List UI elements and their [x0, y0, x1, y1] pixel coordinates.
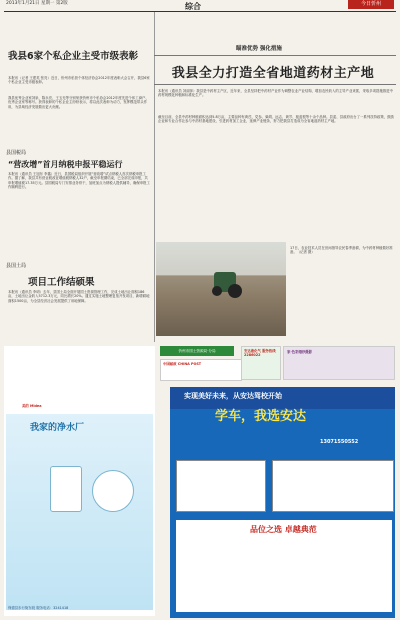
anda-tagline: 实现美好未来，从安达驾校开始: [184, 392, 282, 400]
photo-studio-text: 家·色彩婚纱摄影: [287, 350, 313, 354]
article3-kicker: 县国土局: [6, 263, 27, 269]
photo-caption: 17日，农业技术人员在田间指导农民春季备耕，为中药材种植做好准备。（记者 摄）: [290, 246, 393, 255]
article1-body: 我县优秀企业家刘泉、陈永亮、王玉光等分别荣获忻州市个私协会2012年度先进个体工商户、优秀企业家等称号。获得表彰的个私企业主纷纷表示，将以此次表彰为动力，发挥模范带头作用，为县域经济发展做出更大贡献。: [8, 96, 149, 109]
header-rule: [4, 11, 396, 12]
anxin-text: 安达液化气 服务热线 2286022: [244, 349, 276, 358]
water-drop-image: [92, 470, 134, 512]
ad-anxin: [241, 346, 281, 380]
article1-headline: 我县6家个私企业主受市级表彰: [8, 51, 139, 62]
article1-byline: 本报讯（记者 王建英 张亮）近日，忻州市私营个体经济协会2012年度表彰大会召开，我县6家个私企业主受市级表彰。: [8, 76, 150, 85]
article2-headline: “营改增”首月纳税申报平稳运行: [8, 160, 123, 169]
main-kicker: 瞄准优势 强化措施: [236, 46, 282, 52]
newspaper-brand: 今日忻州: [348, 0, 394, 9]
midea-visual: [6, 414, 153, 610]
anda-title: 学车，我选安达: [215, 409, 307, 424]
tablet-image: [272, 460, 394, 512]
ad-photo-studio: [283, 346, 395, 380]
anda-phone: 13071550552: [320, 439, 359, 445]
main-headline: 我县全力打造全省地道药材主产地: [171, 66, 375, 81]
main-body: 截至目前，全县中药材种植面积达到5.8万亩，主要品种有黄芪、党参、柴胡、远志、黄芩、板蓝根等十余个品种。县委、县政府出台了一系列扶持政策，鼓励企业和专业合作社参与中药材基地建设，引进药材加工企业，延伸产业链条，努力把我县打造成为全省地道药材主产地。: [158, 115, 394, 124]
main-byline: 本报讯（通讯员 刘丽萍）我县是中药材主产区，近年来，全县坚持把中药材产业作为调整农业产业结构、增加农民收入的主导产业来抓，采取多项措施推进中药材规模化种植和标准化生产。: [158, 89, 394, 98]
ad-green-banner: 忻州市国土资源局·分局: [160, 346, 234, 356]
midea-address: 保德县步行街东段 服务电话：3241418: [8, 606, 69, 610]
midea-brand: 美的 Midea: [22, 404, 42, 408]
tractor-wheel: [228, 284, 242, 298]
china-post-text: 中国邮政 CHINA POST: [163, 362, 202, 366]
midea-slogan: 我家的净水厂: [30, 423, 85, 433]
phone-image: [176, 460, 266, 512]
article2-body: 本报讯（通讯员 王旭东 李鑫）近日，县国税局组织开展“营改增”试点纳税人首次纳税申报工作。据了解，我县共有营业税改征增值税纳税人32户，截至申报期结束，已全部完成申报，共申报增值税17.35万元。县国税局专门安排业务骨干，加班加点为纳税人提供辅导，确保申报工作顺利进行。: [8, 172, 150, 189]
article3-headline: 项目工作结硕果: [28, 277, 95, 288]
pinwei-title: 品位之选 卓越典范: [250, 525, 317, 534]
tractor-wheel: [212, 286, 222, 296]
water-purifier-image: [50, 466, 82, 512]
article3-body: 本报讯（通讯员 李明）去年，县国土局全面开展国土资源管理工作，完成土地出让面积186亩，土地出让金收入5712.3万元，同比增长20%。通过实施土地整理复垦开发项目，新增耕地面积1500亩，为全县经济社会发展提供了用地保障。: [8, 290, 150, 303]
section-title: 综合: [185, 2, 201, 11]
issue-date: 2013年1月21日 星期一 第2版: [6, 1, 68, 6]
ad-china-post: [160, 359, 242, 381]
article2-kicker: 县国税局: [6, 150, 27, 156]
